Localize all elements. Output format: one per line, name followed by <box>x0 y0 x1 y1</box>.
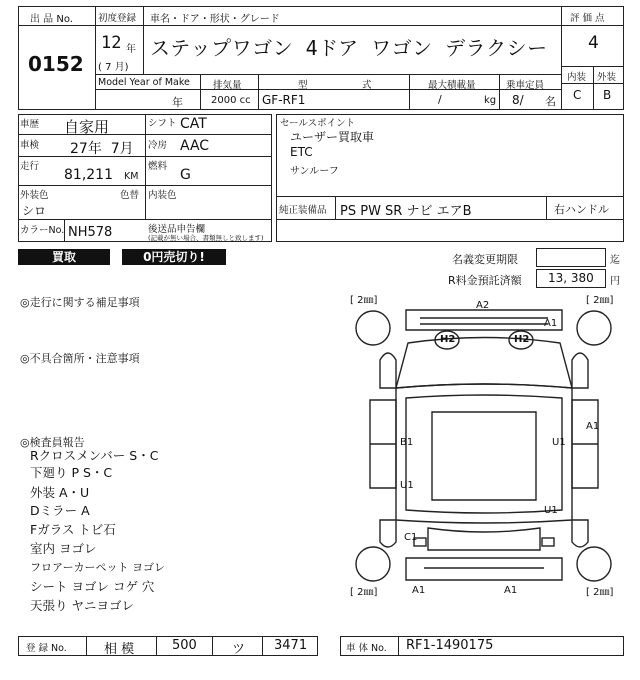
damage-mark: A1 <box>504 585 518 596</box>
sales-point-2: ETC <box>290 145 313 159</box>
equipment-value: PS PW SR ナビ エアB <box>340 204 472 219</box>
fuel-label: 燃料 <box>148 161 168 172</box>
interior-value: C <box>573 88 582 102</box>
name-change-label: 名義変更期限 <box>452 253 518 266</box>
first-reg-label: 初度登録 <box>98 13 137 24</box>
divider <box>561 6 562 110</box>
reg-label: 登 録 No. <box>26 643 67 654</box>
lot-number: 0152 <box>28 52 84 76</box>
capacity-value: 8/ <box>512 93 524 107</box>
color-no-value: NH578 <box>68 225 113 240</box>
name-change-box <box>536 248 606 267</box>
divider <box>95 6 96 110</box>
max-load-unit: kg <box>484 95 497 106</box>
chassis-value: RF1-1490175 <box>406 638 494 653</box>
exterior-label: 外装 <box>597 72 617 83</box>
divider <box>593 66 594 110</box>
divider <box>95 89 561 90</box>
damage-mark: A2 <box>476 300 490 311</box>
car-damage-diagram <box>340 288 628 608</box>
aircon-label: 冷房 <box>148 140 168 151</box>
divider <box>212 636 213 656</box>
aircon-value: AAC <box>180 138 210 154</box>
tire-rear-right-depth: [ 2㎜] <box>586 587 614 598</box>
divider <box>95 74 561 75</box>
damage-mark: H2 <box>440 334 456 345</box>
max-load-value: / <box>438 93 442 106</box>
year-unit: 年 <box>126 44 136 55</box>
buy-badge: 買取 <box>18 249 110 265</box>
inspection-label: 車検 <box>20 140 40 151</box>
chassis-label: 車 体 No. <box>346 643 387 654</box>
report-line: Rクロスメンバー S・C <box>30 448 159 463</box>
color-no-label: カラーNo. <box>20 225 65 236</box>
divider <box>95 25 561 26</box>
divider <box>200 74 201 110</box>
damage-mark: A1 <box>586 421 600 432</box>
handle-value: 右ハンドル <box>554 203 609 216</box>
divider <box>145 114 146 219</box>
divider <box>156 636 157 656</box>
exterior-color-value: シロ <box>22 204 47 218</box>
damage-mark: H2 <box>514 334 530 345</box>
damage-mark: A1 <box>412 585 426 596</box>
shift-value: CAT <box>180 116 207 132</box>
report-line: 室内 ヨゴレ <box>30 541 97 556</box>
driving-notes-heading: ◎走行に関する補足事項 <box>20 296 140 309</box>
damage-mark: U1 <box>400 480 414 491</box>
divider <box>258 74 259 110</box>
tire-rear-left-depth: [ 2㎜] <box>350 587 378 598</box>
report-line: 下廻り P S・C <box>30 465 113 480</box>
reg-kana: ツ <box>232 642 246 657</box>
mileage-unit: KM <box>124 171 139 182</box>
divider <box>18 219 272 220</box>
divider <box>262 636 263 656</box>
report-line: フロアーカーペット ヨゴレ <box>30 561 165 574</box>
reg-class: 500 <box>172 638 197 653</box>
max-load-label: 最大積載量 <box>428 80 476 91</box>
interior-label: 内装 <box>567 72 587 83</box>
model-name: ステップワゴン 4ドア ワゴン デラクシー <box>150 36 548 60</box>
defects-heading: ◎不具合箇所・注意事項 <box>20 352 140 365</box>
post-report-note: (記載が無い場合、書類無しと致します) <box>148 234 264 242</box>
recycle-value: 13, 380 <box>548 271 594 285</box>
tire-front-left-depth: [ 2㎜] <box>350 295 378 306</box>
lot-label: 出 品 No. <box>30 14 73 25</box>
recycle-unit: 円 <box>610 276 620 287</box>
displacement-value: 2000 cc <box>211 95 251 106</box>
exterior-value: B <box>603 88 612 102</box>
report-line: Fガラス トビ石 <box>30 522 116 537</box>
divider <box>409 74 410 110</box>
post-report-label: 後送品申告欄 <box>148 224 206 235</box>
capacity-label: 乗車定員 <box>506 80 545 91</box>
capacity-unit: 名 <box>545 95 556 108</box>
divider <box>276 196 624 197</box>
sales-point-label: セールスポイント <box>280 118 356 129</box>
year-value: 12 <box>101 33 122 53</box>
recycle-label: R料金預託済額 <box>448 274 522 287</box>
type-label: 型 <box>298 80 308 91</box>
name-change-unit: 迄 <box>610 255 620 266</box>
usage-value: 自家用 <box>64 118 110 136</box>
reg-area: 相 模 <box>104 642 135 657</box>
month-value: ( 7 月) <box>98 62 129 73</box>
shift-label: シフト <box>148 118 177 129</box>
inspection-value: 27年 7月 <box>70 141 134 157</box>
damage-mark: U1 <box>544 505 558 516</box>
fuel-value: G <box>180 167 191 183</box>
rating-value: 4 <box>588 33 599 53</box>
divider <box>86 636 87 656</box>
report-line: 天張り ヤニヨゴレ <box>30 598 134 613</box>
divider <box>276 219 624 220</box>
model-year-label: Model Year of Make <box>98 77 190 88</box>
color-label: 色替 <box>120 190 140 201</box>
report-line: シート ヨゴレ コゲ 穴 <box>30 579 155 594</box>
mileage-value: 81,211 <box>64 167 113 183</box>
divider <box>398 636 399 656</box>
usage-label: 車歴 <box>20 119 40 130</box>
damage-mark: B1 <box>400 437 414 448</box>
divider <box>561 25 624 26</box>
inspector-report-heading: ◎検査員報告 <box>20 436 85 449</box>
report-line: Dミラー A <box>30 503 90 518</box>
divider <box>546 196 547 219</box>
reg-number: 3471 <box>274 638 308 653</box>
damage-mark: U1 <box>552 437 566 448</box>
exterior-color-label: 外装色 <box>20 190 49 201</box>
damage-mark: A1 <box>544 318 558 329</box>
damage-mark: C1 <box>404 532 418 543</box>
displacement-label: 排気量 <box>213 80 242 91</box>
mileage-label: 走行 <box>20 161 40 172</box>
divider <box>499 74 500 110</box>
type-label-2: 式 <box>362 80 372 91</box>
equipment-label: 純正装備品 <box>279 205 327 216</box>
sales-point-1: ユーザー買取車 <box>290 130 375 144</box>
model-code: GF-RF1 <box>262 93 306 107</box>
zero-start-badge: 0円売切り! <box>122 249 226 265</box>
divider <box>18 25 95 26</box>
divider <box>143 6 144 74</box>
divider <box>335 196 336 219</box>
model-label: 車名・ドア・形状・グレード <box>150 14 280 25</box>
tire-front-right-depth: [ 2㎜] <box>586 295 614 306</box>
sales-point-3: サンルーフ <box>290 166 339 177</box>
rating-label: 評 価 点 <box>570 13 605 24</box>
report-line: 外装 A・U <box>30 485 90 500</box>
year-suffix: 年 <box>172 96 183 109</box>
interior-color-label: 内装色 <box>148 190 177 201</box>
